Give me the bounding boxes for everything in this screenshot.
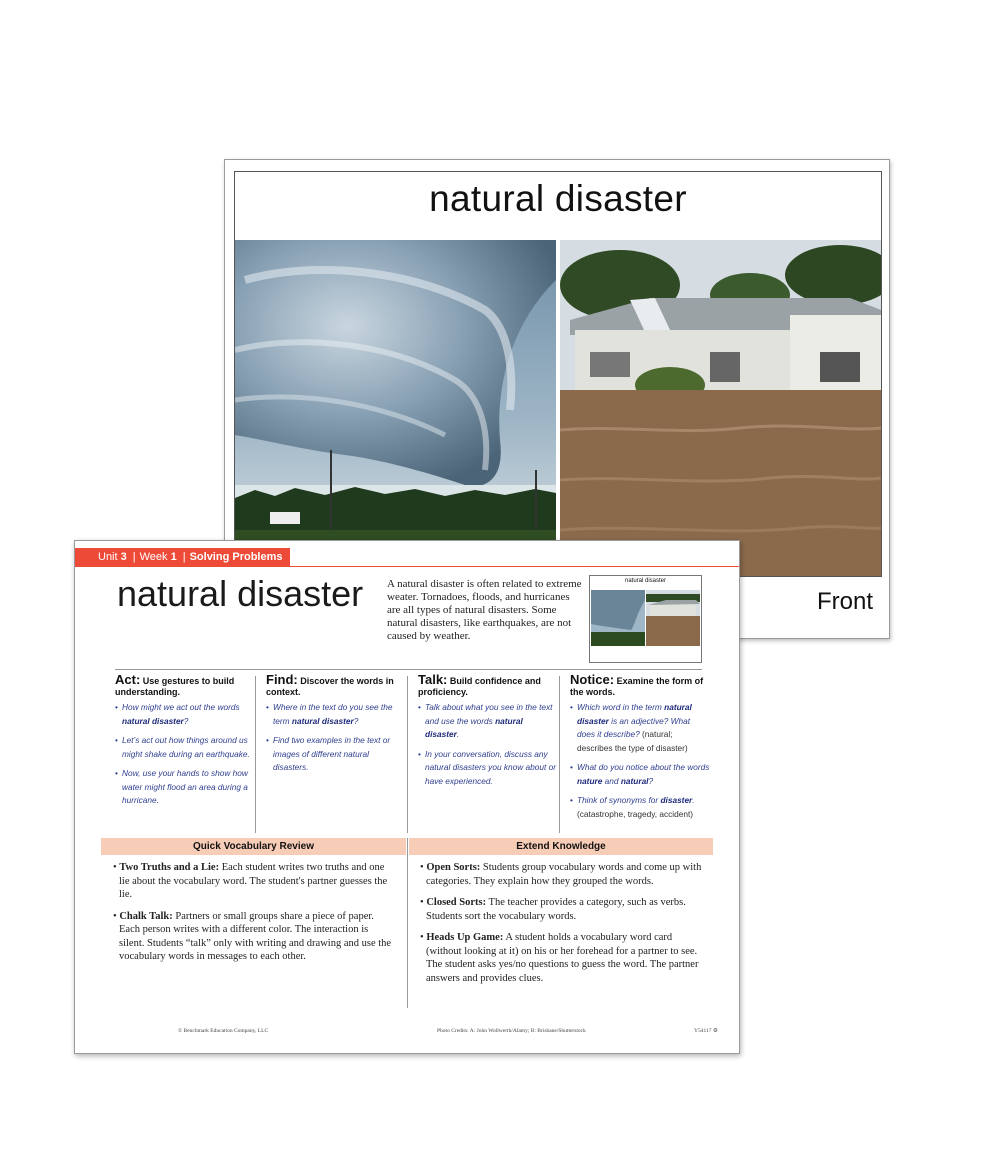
definition-text: A natural disaster is often related to extreme weater. Tornadoes, floods, and hurricanes are all types of natural disasters. Some natural disasters, like earthquakes, are not caused by weather. [387,578,582,642]
list-item: • Let’s act out how things around us might shake during an earthquake. [115,734,255,761]
card-title: natural disaster [429,178,687,219]
list-item: • Think of synonyms for disaster. (catastrophe, tragedy, accident) [570,794,710,821]
review-item: • Two Truths and a Lie: Each student writes two truths and one lie about the vocabulary word. The student's partner guesses the lie. [113,862,388,900]
find-column [266,674,406,781]
theme-label: Solving Problems [189,551,283,563]
act-column [115,674,255,814]
vocabulary-card-teacher-side [74,540,740,1054]
column-divider [559,676,560,833]
photo-credits: Photo Credits: A: John Wollwerth/Alamy; B: Brisbane/Shutterstock [437,1028,586,1034]
thumbnail-title: natural disaster [624,578,667,584]
header-rule [75,566,739,567]
quick-review-heading: Quick Vocabulary Review [101,838,406,855]
list-item: • In your conversation, discuss any natural disasters you know about or have experienced. [418,748,558,789]
list-item: • How might we act out the words natural disaster? [115,701,255,728]
list-item: • What do you notice about the words nature and natural? [570,761,710,788]
copyright-text: © Benchmark Education Company, LLC [178,1028,269,1034]
extend-knowledge-list [418,861,706,993]
list-item: • Which word in the term natural disaster is an adjective? What does it describe? (natural; describes the type of disaster) [570,701,710,755]
act-heading: Act: Use gestures to build understanding. [115,672,235,697]
unit-label: Unit [98,551,118,563]
talk-column [418,674,558,794]
section-divider [115,669,702,670]
thumbnail-flood-image [646,590,700,646]
find-heading: Find: Discover the words in context. [266,672,394,697]
review-item: • Closed Sorts: The teacher provides a category, such as verbs. Students sort the vocabulary words. [420,897,686,922]
review-item: • Heads Up Game: A student holds a vocabulary word card (without looking at it) on his or her forehead for a partner to see. The student asks yes/no questions to guess the word. The partner answers and provides clues. [420,932,699,984]
flooded-house-photo [560,240,881,576]
gear-icon: ⚙ [712,1028,718,1034]
thumbnail-storm-image [591,590,645,646]
card-thumbnail [589,575,702,663]
talk-heading: Talk: Build confidence and proficiency. [418,672,541,697]
card-front-face [234,171,882,577]
review-item: • Chalk Talk: Partners or small groups share a piece of paper. Each person writes with a different color. The interaction is silent. Students “talk” only with writing and drawing and use the vocabulary words in messages to each other. [113,910,392,962]
week-number: 1 [170,551,177,563]
quick-review-list [111,861,395,972]
column-divider [255,676,256,833]
notice-column [570,674,710,827]
product-code: Y54117 ⚙ [694,1028,718,1034]
list-item: • Now, use your hands to show how water might flood an area during a hurricane. [115,767,255,808]
list-item: • Where in the text do you see the term natural disaster? [266,701,406,728]
list-item: • Talk about what you see in the text and use the words natural disaster. [418,701,558,742]
notice-heading: Notice: Examine the form of the words. [570,672,704,697]
review-divider [407,838,408,1008]
unit-week-bar: Unit 3 | Week 1 | Solving Problems [75,548,290,567]
vocabulary-word: natural disaster [117,573,364,614]
review-item: • Open Sorts: Students group vocabulary words and come up with categories. They explain how they grouped the words. [420,862,702,887]
unit-number: 3 [120,551,127,563]
storm-cloud-photo [235,240,556,576]
column-divider [407,676,408,833]
front-label: Front [816,588,873,615]
week-label: Week [139,551,168,563]
list-item: • Find two examples in the text or images of different natural disasters. [266,734,406,775]
extend-knowledge-heading: Extend Knowledge [409,838,713,855]
